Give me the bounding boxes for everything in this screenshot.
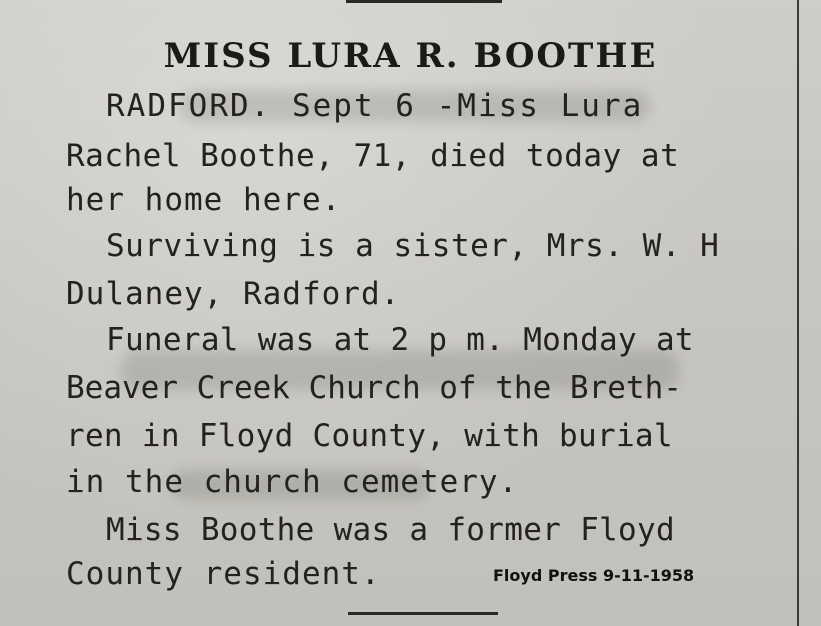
- obituary-line: County resident.: [66, 556, 381, 592]
- top-rule: [346, 0, 502, 3]
- obituary-line: Surviving is a sister, Mrs. W. H: [106, 228, 720, 264]
- obituary-line: Dulaney, Radford.: [66, 276, 401, 312]
- obituary-line: her home here.: [66, 182, 342, 218]
- obituary-line: Beaver Creek Church of the Breth-: [66, 370, 682, 406]
- obituary-headline: MISS LURA R. BOOTHE: [163, 36, 658, 76]
- obituary-line: Miss Boothe was a former Floyd: [106, 512, 675, 548]
- obituary-line: ren in Floyd County, with burial: [66, 418, 673, 454]
- obituary-line: RADFORD. Sept 6 -Miss Lura: [106, 88, 644, 124]
- obituary-line: Funeral was at 2 p m. Monday at: [106, 322, 694, 358]
- bottom-rule: [348, 612, 498, 615]
- column-edge-line: [797, 0, 799, 626]
- obituary-line: Rachel Boothe, 71, died today at: [66, 138, 680, 174]
- source-credit: Floyd Press 9-11-1958: [493, 566, 695, 585]
- obituary-line: in the church cemetery.: [66, 464, 519, 500]
